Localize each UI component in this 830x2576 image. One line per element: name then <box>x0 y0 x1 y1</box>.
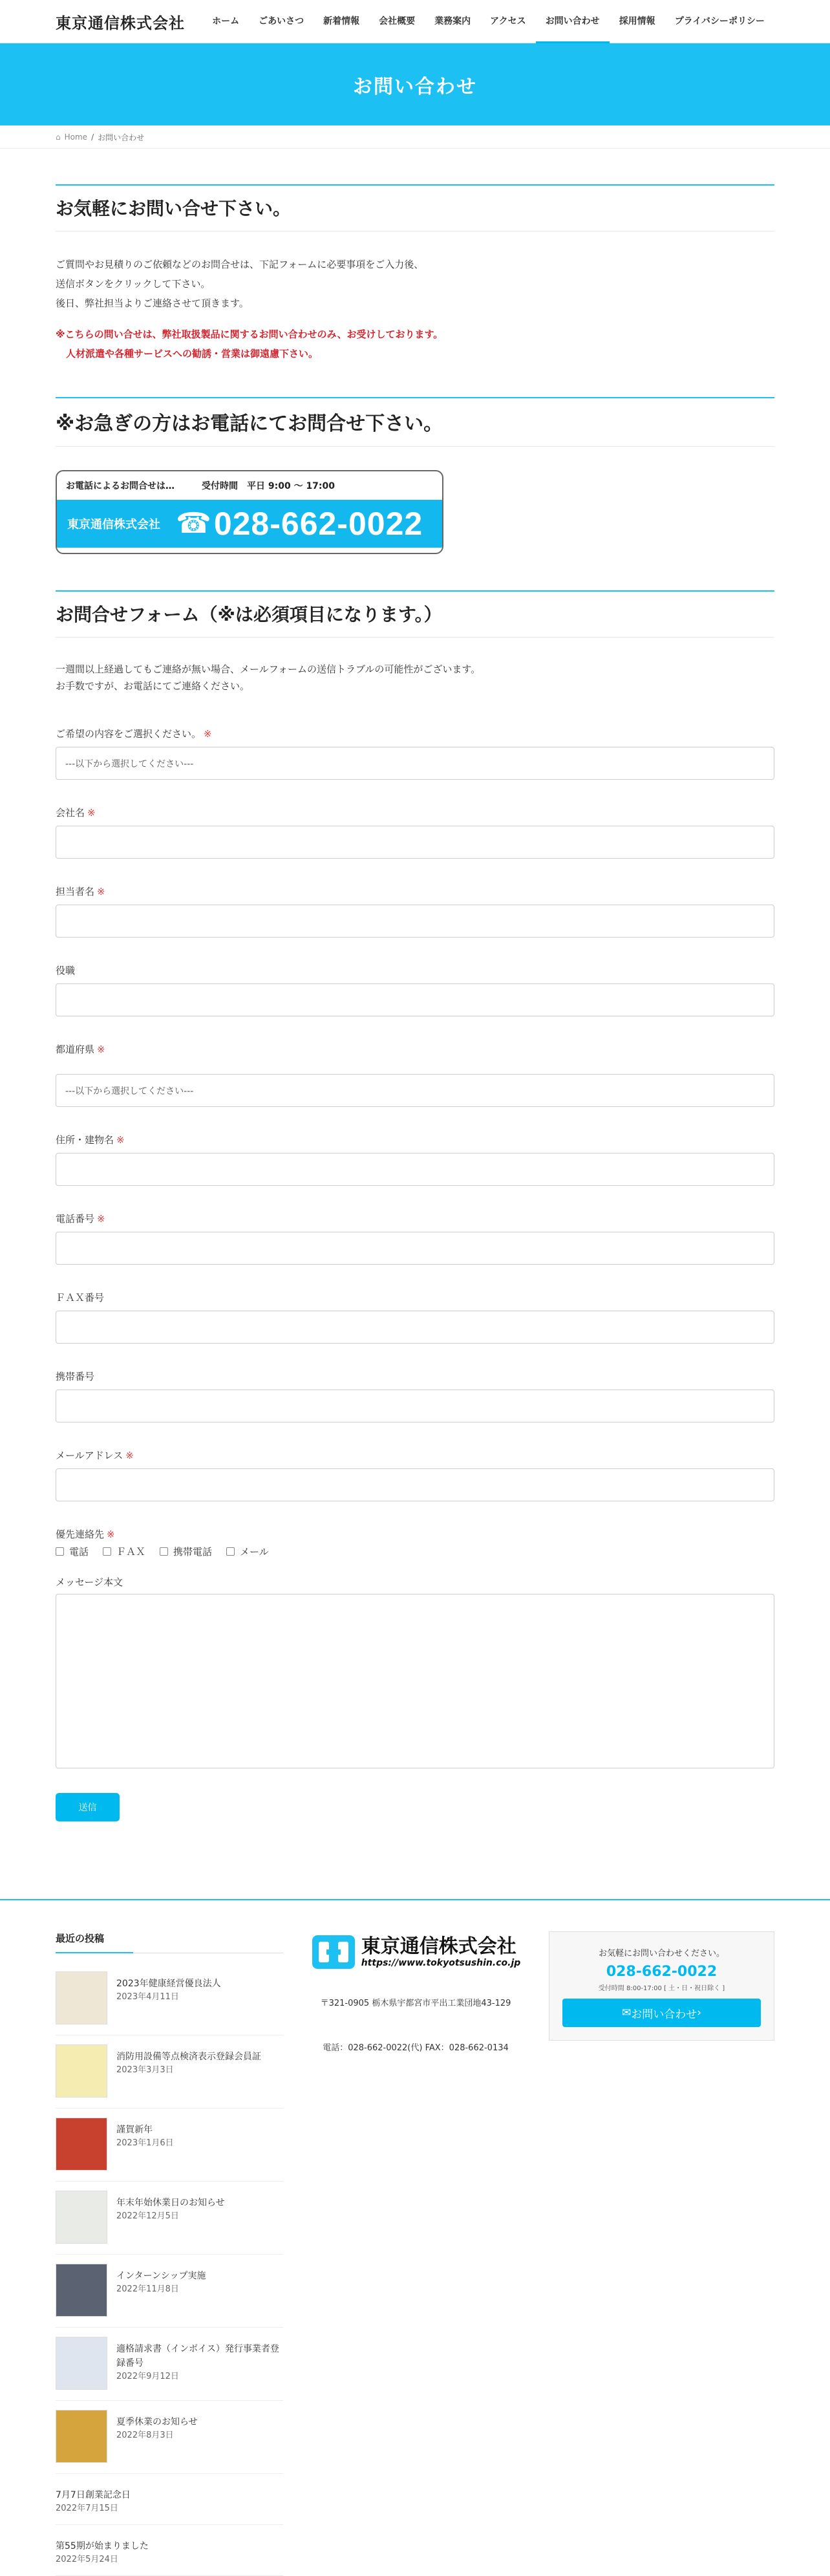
nav-item-news[interactable]: 新着情報 <box>323 16 360 27</box>
contact-box <box>549 1931 774 2041</box>
mail-icon: ✉ <box>621 2006 632 2019</box>
post-date: 2023年4月11日 <box>116 1992 179 2002</box>
recent-post-item[interactable] <box>56 2182 283 2255</box>
chevron-right-icon: › <box>697 2006 702 2019</box>
tel-banner <box>56 470 443 554</box>
email-input[interactable] <box>56 1468 774 1501</box>
required-mark: ※ <box>125 1450 134 1461</box>
fax-input[interactable] <box>56 1311 774 1344</box>
footer-company-name: 東京通信株式会社 <box>361 1935 516 1958</box>
post-title[interactable]: 謹賀新年 <box>116 2125 153 2135</box>
post-date: 2023年1月6日 <box>116 2138 174 2148</box>
post-text <box>116 1971 221 2004</box>
post-text <box>56 2534 149 2566</box>
footer-contact <box>549 1931 774 2576</box>
recent-post-item[interactable] <box>56 2474 283 2525</box>
main-content <box>0 149 830 1899</box>
contact-box-button[interactable] <box>562 1999 761 2027</box>
nav-item-home[interactable]: ホーム <box>212 16 240 27</box>
post-text <box>116 2410 198 2442</box>
recent-post-item[interactable] <box>56 2255 283 2328</box>
post-thumbnail[interactable] <box>56 1971 107 2024</box>
post-date: 2022年9月12日 <box>116 2372 179 2381</box>
form-lead-line: 一週間以上経過してもご連絡が無い場合、メールフォームの送信トラブルの可能性がございます。 <box>56 663 481 675</box>
address-label: 住所・建物名 <box>56 1134 114 1146</box>
nav-item-recruit[interactable]: 採用情報 <box>619 16 655 27</box>
intro-line: 送信ボタンをクリックして下さい。 <box>56 278 211 290</box>
contact-pref-options <box>56 1545 774 1558</box>
field-person <box>56 885 774 938</box>
post-thumbnail[interactable] <box>56 2118 107 2171</box>
intro-line: 後日、弊社担当よりご連絡させて頂きます。 <box>56 297 249 309</box>
field-company <box>56 806 774 859</box>
post-thumbnail[interactable] <box>56 2337 107 2390</box>
post-text <box>116 2264 206 2296</box>
recent-posts-heading: 最近の投稿 <box>56 1931 283 1953</box>
field-contact-pref <box>56 1527 774 1558</box>
post-date: 2022年7月15日 <box>56 2504 118 2513</box>
phone-input[interactable] <box>56 1232 774 1265</box>
post-title[interactable]: 第55期が始まりました <box>56 2541 149 2551</box>
required-mark: ※ <box>97 1213 105 1225</box>
required-mark: ※ <box>116 1134 125 1146</box>
field-mobile <box>56 1369 774 1422</box>
contact-pref-label: 優先連絡先 <box>56 1529 105 1540</box>
site-logo[interactable]: 東京通信株式会社 <box>56 14 185 32</box>
recent-posts <box>56 1931 283 2576</box>
address-input[interactable] <box>56 1153 774 1186</box>
field-inquiry <box>56 727 774 780</box>
required-mark: ※ <box>97 886 105 897</box>
company-input[interactable] <box>56 826 774 859</box>
recent-post-item[interactable] <box>56 2109 283 2182</box>
post-text <box>56 2483 131 2515</box>
contact-box-button-label: お問い合わせ <box>631 2008 697 2021</box>
post-thumbnail[interactable] <box>56 2264 107 2317</box>
post-date: 2022年5月24日 <box>56 2555 118 2564</box>
field-fax <box>56 1291 774 1344</box>
breadcrumb <box>56 125 774 149</box>
recent-post-item[interactable] <box>56 2035 283 2109</box>
checkbox[interactable] <box>226 1547 235 1556</box>
post-text <box>116 2118 174 2150</box>
contact-box-lead: お気軽にお問い合わせください。 <box>598 1949 725 1959</box>
breadcrumb-bar <box>0 125 830 149</box>
checkbox[interactable] <box>103 1547 111 1556</box>
post-title[interactable]: 2023年健康経営優良法人 <box>116 1979 221 1989</box>
inquiry-label: ご希望の内容をご選択ください。 <box>56 728 202 740</box>
site-footer <box>0 1899 830 2564</box>
urgent-section <box>56 397 774 554</box>
post-thumbnail[interactable] <box>56 2191 107 2244</box>
post-date: 2022年12月5日 <box>116 2211 179 2221</box>
form-lead <box>56 661 774 694</box>
post-title[interactable]: 適格請求書（インボイス）発行事業者登録番号 <box>116 2344 279 2368</box>
footer-company-url: https://www.tokyotsushin.co.jp <box>361 1958 521 1968</box>
tel-banner-number: 028-662-0022 <box>213 506 423 542</box>
nav-item-contact[interactable]: お問い合わせ <box>536 0 610 43</box>
form-heading: お問合せフォーム（※は必須項目になります。） <box>56 590 774 638</box>
tel-banner-top <box>57 471 442 500</box>
person-label: 担当者名 <box>56 886 95 897</box>
recent-post-item[interactable] <box>56 1962 283 2035</box>
post-date: 2022年11月8日 <box>116 2284 179 2294</box>
message-label: メッセージ本文 <box>56 1576 123 1588</box>
email-label: メールアドレス <box>56 1450 123 1461</box>
phone-label: 電話番号 <box>56 1213 95 1225</box>
submit-button[interactable]: 送信 <box>56 1793 120 1821</box>
post-text <box>116 2337 283 2383</box>
nav-item-privacy[interactable]: プライバシーポリシー <box>674 16 765 27</box>
form-lead-line: お手数ですが、お電話にてご連絡ください。 <box>56 680 250 692</box>
footer-tel-fax: 電話：028-662-0022(代) FAX：028-662-0134 <box>323 2043 509 2053</box>
mobile-input[interactable] <box>56 1390 774 1422</box>
footer-brand[interactable] <box>300 1934 531 1970</box>
field-position <box>56 963 774 1016</box>
tel-banner-bottom <box>57 500 442 548</box>
page-banner <box>0 43 830 125</box>
home-icon: ⌂ <box>56 133 61 142</box>
prefecture-select[interactable]: ---以下から選択してください--- <box>56 1074 774 1107</box>
post-text <box>116 2191 225 2223</box>
footer-address: 〒321-0905 栃木県宇都宮市平出工業団地43-129 <box>320 1999 511 2008</box>
contact-option-email[interactable]: メール <box>226 1545 269 1558</box>
tel-banner-hours: 受付時間 平日 9:00 〜 17:00 <box>202 481 335 491</box>
recent-post-item[interactable] <box>56 2328 283 2401</box>
intro-line: ご質問やお見積りのご依頼などのお問合せは、下記フォームに必要事項をご入力後、 <box>56 259 424 270</box>
post-title[interactable]: 消防用設備等点検済表示登録会員証 <box>116 2052 261 2062</box>
post-title[interactable]: 夏季休業のお知らせ <box>116 2417 198 2427</box>
checkbox[interactable] <box>56 1547 64 1556</box>
contact-option-fax[interactable]: ＦＡＸ <box>103 1545 145 1558</box>
recent-post-item[interactable] <box>56 2401 283 2474</box>
mobile-label: 携帯番号 <box>56 1371 95 1382</box>
breadcrumb-home[interactable]: Home <box>64 133 88 142</box>
required-mark: ※ <box>87 807 96 819</box>
post-date: 2023年3月3日 <box>116 2065 174 2075</box>
required-mark: ※ <box>97 1044 105 1055</box>
fax-label: ＦＡＸ番号 <box>56 1292 105 1304</box>
field-phone <box>56 1212 774 1265</box>
contact-option-mobile[interactable]: 携帯電話 <box>160 1545 212 1558</box>
post-title[interactable]: インターンシップ実施 <box>116 2271 206 2281</box>
field-email <box>56 1448 774 1501</box>
field-message <box>56 1575 774 1768</box>
contact-box-hours: 受付時間 8:00-17:00 [ 土・日・祝日除く ] <box>598 1985 725 1992</box>
nav-item-company[interactable]: 会社概要 <box>379 16 416 27</box>
nav-item-greeting[interactable]: ごあいさつ <box>259 16 304 27</box>
message-textarea[interactable] <box>56 1594 774 1768</box>
field-address <box>56 1133 774 1186</box>
breadcrumb-current: お問い合わせ <box>98 133 145 142</box>
required-mark: ※ <box>107 1529 115 1540</box>
required-mark: ※ <box>204 728 212 740</box>
phone-icon: ☎ <box>176 507 211 540</box>
intro-section <box>56 184 774 363</box>
position-label: 役職 <box>56 965 76 976</box>
person-input[interactable] <box>56 905 774 938</box>
contact-box-number: 028-662-0022 <box>606 1964 718 1980</box>
post-title[interactable]: 年末年始休業日のお知らせ <box>116 2198 225 2208</box>
company-label: 会社名 <box>56 807 85 819</box>
recent-post-item[interactable] <box>56 2525 283 2576</box>
post-thumbnail[interactable] <box>56 2410 107 2463</box>
post-text <box>116 2045 261 2077</box>
site-header <box>0 0 830 43</box>
form-section <box>56 590 774 1821</box>
recent-post-list <box>56 1962 283 2576</box>
company-logo-mark <box>311 1934 356 1970</box>
page-title: お問い合わせ <box>353 75 477 98</box>
position-input[interactable] <box>56 983 774 1016</box>
post-title[interactable]: 7月7日創業記念日 <box>56 2490 131 2500</box>
urgent-heading: ※お急ぎの方はお電話にてお問合せ下さい。 <box>56 397 774 447</box>
tel-banner-company: 東京通信株式会社 <box>67 518 160 531</box>
notice-line: ※こちらの問い合せは、弊社取扱製品に関するお問い合わせのみ、お受けしております。 <box>56 328 443 340</box>
breadcrumb-separator: / <box>91 133 94 142</box>
post-thumbnail[interactable] <box>56 2045 107 2098</box>
footer-company <box>300 1931 531 2576</box>
notice-text <box>56 325 774 363</box>
global-nav <box>202 0 774 43</box>
notice-line: 人材派遣や各種サービスへの勧誘・営業は御遠慮下さい。 <box>66 348 319 360</box>
field-prefecture <box>56 1042 774 1107</box>
nav-item-business[interactable]: 業務案内 <box>434 16 471 27</box>
tel-banner-lead: お電話によるお問合せは… <box>66 481 175 491</box>
intro-heading: お気軽にお問い合せ下さい。 <box>56 184 774 231</box>
prefecture-label: 都道府県 <box>56 1044 95 1055</box>
inquiry-select[interactable]: ---以下から選択してください--- <box>56 747 774 780</box>
intro-text <box>56 255 774 313</box>
nav-item-access[interactable]: アクセス <box>490 16 526 27</box>
checkbox[interactable] <box>160 1547 168 1556</box>
post-date: 2022年8月3日 <box>116 2431 174 2440</box>
contact-option-phone[interactable]: 電話 <box>56 1545 89 1558</box>
